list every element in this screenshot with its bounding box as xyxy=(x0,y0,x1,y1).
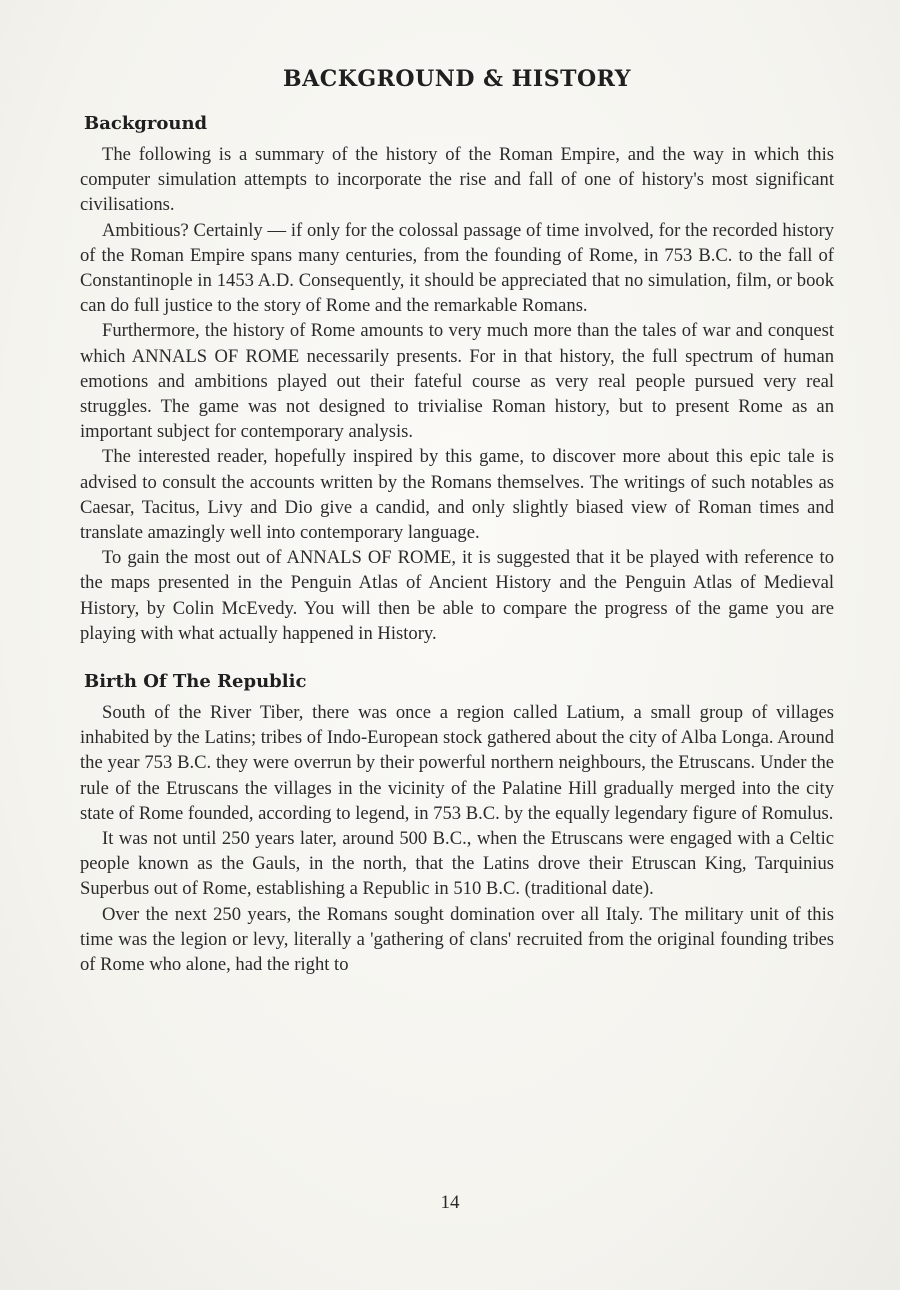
section-background xyxy=(80,110,834,646)
paragraph: Ambitious? Certainly — if only for the colossal passage of time involved, for the recorded history of the Roman Empire spans many centuries, from the founding of Rome, in 753 B.C. to the fall of Constantinople in 1453 A.D. Consequently, it should be appreciated that no simulation, film, or book can do full justice to the story of Rome and the remarkable Romans. xyxy=(80,219,834,317)
paragraph: The following is a summary of the history of the Roman Empire, and the way in which this computer simulation attempts to incorporate the rise and fall of one of history's most significant civilisations. xyxy=(80,144,834,216)
paragraph: The interested reader, hopefully inspired by this game, to discover more about this epic tale is advised to consult the accounts written by the Romans themselves. The writings of such notables as Caesar, Tacitus, Livy and Dio give a candid, and only slightly biased view of Roman times and translate amazingly well into contemporary language. xyxy=(80,446,834,544)
page-content xyxy=(80,62,834,977)
paragraph: Over the next 250 years, the Romans sought domination over all Italy. The military unit of this time was the legion or levy, literally a 'gathering of clans' recruited from the original founding tribes of Rome who alone, had the right to xyxy=(80,903,834,976)
page-title: BACKGROUND & HISTORY xyxy=(283,66,631,92)
page-number: 14 xyxy=(440,1192,460,1213)
paragraph: It was not until 250 years later, around 500 B.C., when the Etruscans were engaged with a Celtic people known as the Gauls, in the north, that the Latins drove their Etruscan King, Tarquinius Superbus out of Rome, establishing a Republic in 510 B.C. (traditional date). xyxy=(80,828,834,900)
section-heading: Birth Of The Republic xyxy=(84,671,307,693)
section-heading: Background xyxy=(84,113,208,134)
paragraph: To gain the most out of ANNALS OF ROME, it is suggested that it be played with reference to the maps presented in the Penguin Atlas of Ancient History and the Penguin Atlas of Medieval History, by Colin McEvedy. You will then be able to compare the progress of the game you are playing with what actually happened in History. xyxy=(80,547,834,644)
section-birth-of-the-republic xyxy=(80,668,834,977)
paragraph: South of the River Tiber, there was once a region called Latium, a small group of villages inhabited by the Latins; tribes of Indo-European stock gathered about the city of Alba Longa. Around the year 753 B.C. they were overrun by their powerful northern neighbours, the Etruscans. Under the rule of the Etruscans the villages in the vicinity of the Palatine Hill gradually merged into the city state of Rome founded, according to legend, in 753 B.C. by the equally legendary figure of Romulus. xyxy=(80,702,834,824)
paragraph: Furthermore, the history of Rome amounts to very much more than the tales of war and conquest which ANNALS OF ROME necessarily presents. For in that history, the full spectrum of human emotions and ambitions played out their fateful course as very real people pursued very real struggles. The game was not designed to trivialise Roman history, but to present Rome as an important subject for contemporary analysis. xyxy=(80,320,834,443)
